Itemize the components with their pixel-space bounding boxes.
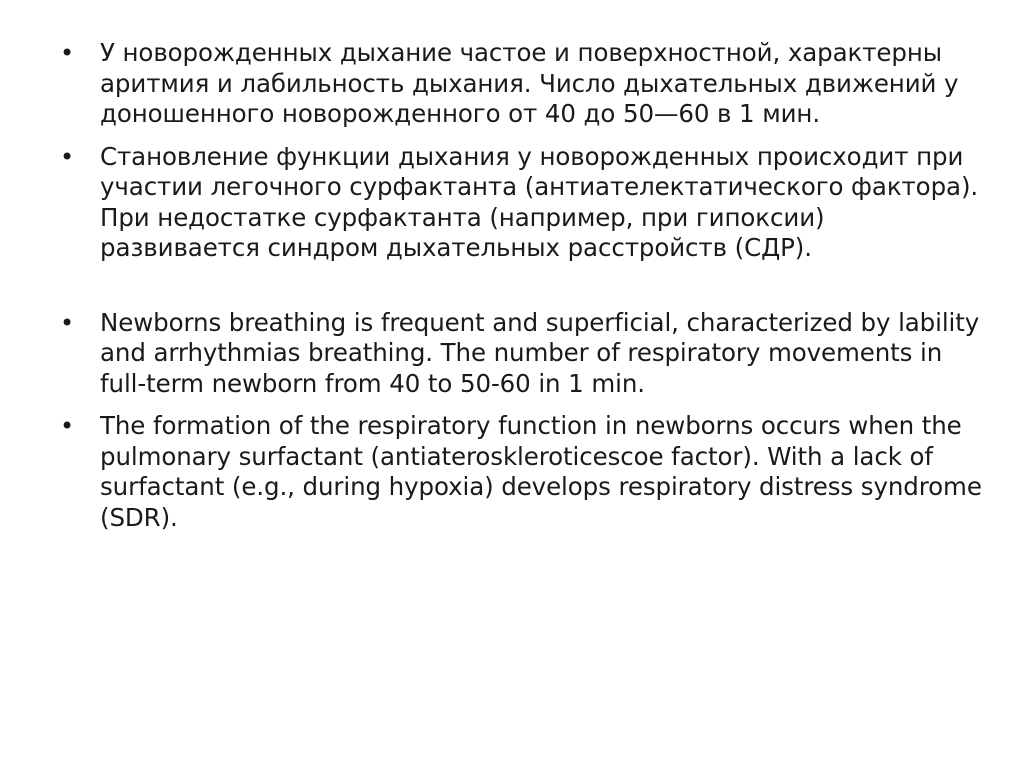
bullet-text: У новорожденных дыхание частое и поверхностной, характерны аритмия и лабильность дыхания. Число дыхательных движений у доношенного новорожденного от 40 до 50—60 в 1 мин. bbox=[100, 38, 959, 128]
bullet-text: Становление функции дыхания у новорожденных происходит при участии легочного сурфактанта (антиателектатического фактора). При недостатке сурфактанта (например, при гипоксии) развивается синдром дыхательных расстройств (СДР). bbox=[100, 141, 979, 262]
bullet-marker-icon: • bbox=[60, 142, 75, 171]
bullet-marker-icon: • bbox=[60, 39, 75, 67]
bullet-marker-icon: • bbox=[60, 412, 75, 440]
bullet-text: The formation of the respiratory function in newborns occurs when the pulmonary surfactant (antiateroskleroticesсoe factor). With a lack of surfactant (e.g., during hypoxia) develops respiratory distress syndrome (SDR). bbox=[100, 411, 982, 532]
bullet-list bbox=[60, 38, 990, 545]
bullet-item-ru-surfactant bbox=[60, 142, 990, 264]
bullet-item-en-surfactant bbox=[60, 411, 990, 533]
bullet-item-ru-breathing bbox=[60, 38, 990, 130]
bullet-item-en-breathing bbox=[60, 308, 990, 400]
bullet-marker-icon: • bbox=[60, 308, 75, 337]
bullet-text: Newborns breathing is frequent and superficial, characterized by lability and arrhythmias breathing. The number of respiratory movements in full-term newborn from 40 to 50-60 in 1 min. bbox=[100, 307, 980, 398]
